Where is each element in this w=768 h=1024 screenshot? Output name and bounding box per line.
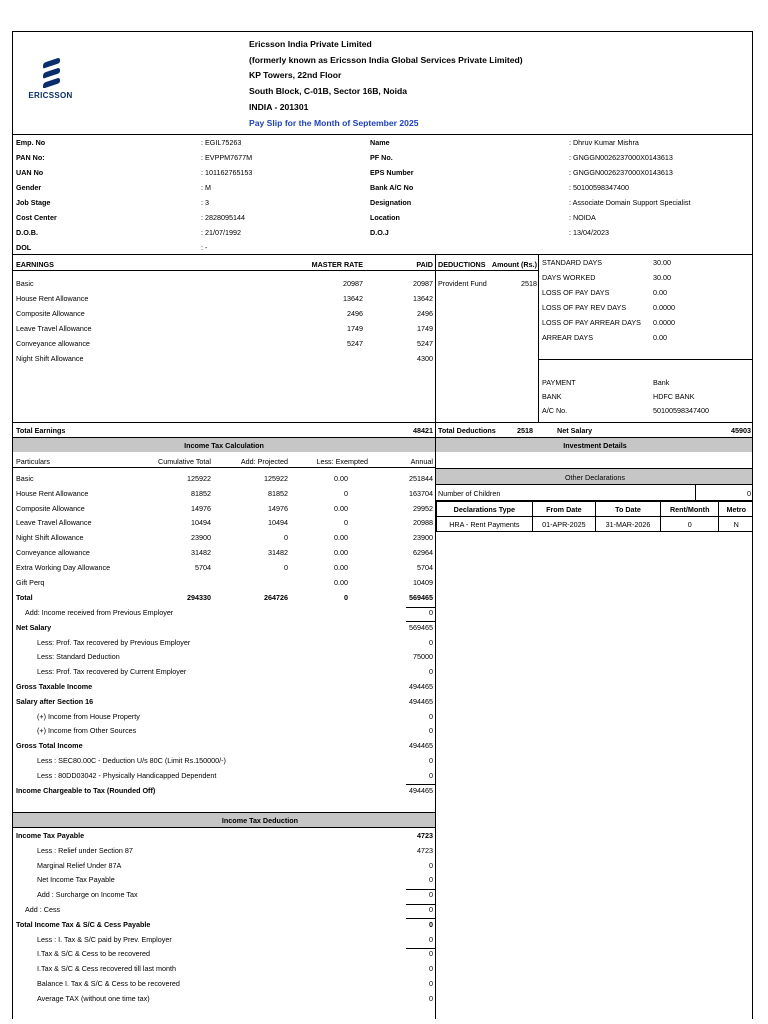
earning-name: Leave Travel Allowance bbox=[16, 324, 92, 333]
tax-calc-total-cum: 294330 bbox=[187, 593, 211, 602]
tax-calc-proj: 14976 bbox=[268, 503, 288, 513]
tax-calc-name: Composite Allowance bbox=[16, 503, 85, 513]
total-deductions-value: 2518 bbox=[517, 426, 533, 435]
declaration-rent: 0 bbox=[660, 517, 719, 532]
earning-master-rate: 5247 bbox=[347, 339, 363, 348]
tax-calc-annual: 163704 bbox=[409, 488, 433, 498]
tax-calc-annual: 29952 bbox=[413, 503, 433, 513]
employee-field-value: : 2828095144 bbox=[201, 213, 245, 222]
tax-calc-cum: 31482 bbox=[191, 548, 211, 557]
tax-deduction-value: 0 bbox=[429, 979, 433, 988]
tax-summary-label: Less: Standard Deduction bbox=[37, 652, 120, 662]
tax-summary-label: Gross Total Income bbox=[16, 741, 83, 751]
tax-summary-value: 0 bbox=[429, 667, 433, 677]
employee-field-label: Name bbox=[370, 138, 390, 147]
paid-header: PAID bbox=[416, 260, 433, 269]
earning-name: Basic bbox=[16, 279, 34, 288]
tax-calc-exempt: 0.00 bbox=[334, 474, 348, 483]
employee-field-value: : NOIDA bbox=[569, 213, 596, 222]
children-label: Number of Children bbox=[438, 489, 501, 498]
payment-value: Bank bbox=[653, 378, 670, 387]
company-address-1: KP Towers, 22nd Floor bbox=[249, 70, 342, 80]
earning-name: Conveyance allowance bbox=[16, 339, 90, 348]
earning-paid: 20987 bbox=[413, 279, 433, 288]
master-rate-header: MASTER RATE bbox=[311, 260, 363, 269]
employee-field-label: PAN No: bbox=[16, 153, 45, 162]
employee-field-label: Bank A/C No bbox=[370, 183, 414, 192]
tax-deduction-label: I.Tax & S/C & Cess recovered till last month bbox=[37, 964, 177, 974]
employee-field-value: : 3 bbox=[201, 198, 209, 207]
tax-deduction-label: Add : Cess bbox=[25, 905, 61, 914]
other-declarations-title: Other Declarations bbox=[565, 473, 625, 482]
tax-calc-exempt: 0.00 bbox=[334, 562, 348, 572]
employee-field-label: Gender bbox=[16, 183, 42, 192]
employee-field-value: : 101162765153 bbox=[201, 168, 253, 177]
tax-summary-value: 0 bbox=[429, 637, 433, 647]
tax-calc-cum: 14976 bbox=[191, 503, 211, 513]
declaration-to-date: 31-MAR-2026 bbox=[596, 517, 661, 532]
employee-field-value: : GNGGN0026237000X0143613 bbox=[569, 153, 673, 162]
earning-name: Night Shift Allowance bbox=[16, 354, 84, 363]
payslip-title: Pay Slip for the Month of September 2025 bbox=[249, 118, 419, 128]
deduction-amount: 2518 bbox=[521, 279, 537, 288]
declarations-table bbox=[436, 501, 753, 532]
tax-calc-annual: 23900 bbox=[413, 533, 433, 543]
employee-field-label: Job Stage bbox=[16, 198, 51, 207]
employee-field-label: PF No. bbox=[370, 153, 393, 162]
ericsson-logo-icon bbox=[40, 58, 62, 88]
tax-calc-annual: 62964 bbox=[413, 548, 433, 557]
employee-field-value: : 50100598347400 bbox=[569, 183, 629, 192]
tax-calc-proj: 125922 bbox=[264, 474, 288, 483]
tax-summary-label: Less : SEC80.00C - Deduction U/s 80C (Limit Rs.150000/-) bbox=[37, 756, 226, 765]
tax-deduction-value: 0 bbox=[429, 949, 433, 959]
logo-text: ERICSSON bbox=[28, 91, 73, 100]
tax-summary-value: 0 bbox=[429, 608, 433, 617]
payment-label: BANK bbox=[542, 392, 562, 401]
tax-summary-value: 0 bbox=[429, 711, 433, 721]
tax-summary-value: 494465 bbox=[409, 682, 433, 691]
tax-calc-annual: 251844 bbox=[409, 474, 433, 483]
declarations-type-header: Declarations Type bbox=[437, 502, 533, 517]
declaration-from-date: 01-APR-2025 bbox=[532, 517, 595, 532]
attendance-label: LOSS OF PAY ARREAR DAYS bbox=[542, 318, 641, 327]
tax-calc-annual: 20988 bbox=[413, 518, 433, 528]
tax-summary-label: Add: Income received from Previous Employer bbox=[25, 608, 174, 617]
employee-field-value: : - bbox=[201, 243, 208, 252]
tax-summary-label: Salary after Section 16 bbox=[16, 696, 94, 706]
tax-calc-proj: 81852 bbox=[268, 488, 288, 498]
tax-deduction-label: Less : Relief under Section 87 bbox=[37, 845, 133, 855]
attendance-value: 0.00 bbox=[653, 333, 667, 342]
tax-deduction-label: Balance I. Tax & S/C & Cess to be recovered bbox=[37, 979, 180, 988]
tax-calc-total-name: Total bbox=[16, 593, 33, 602]
tax-calc-header: Annual bbox=[410, 457, 433, 466]
tax-calc-name: Leave Travel Allowance bbox=[16, 518, 92, 528]
tax-summary-label: Gross Taxable Income bbox=[16, 682, 93, 691]
tax-summary-value: 0 bbox=[429, 756, 433, 765]
earnings-header: EARNINGS bbox=[16, 260, 54, 269]
tax-deduction-value: 0 bbox=[429, 875, 433, 885]
earning-paid: 5247 bbox=[417, 339, 433, 348]
tax-deduction-label: I.Tax & S/C & Cess to be recovered bbox=[37, 949, 151, 959]
attendance-value: 30.00 bbox=[653, 273, 671, 282]
tax-calc-exempt: 0 bbox=[344, 518, 348, 528]
investment-title: Investment Details bbox=[563, 441, 627, 450]
tax-calc-cum: 5704 bbox=[195, 562, 211, 572]
net-salary-value: 45903 bbox=[731, 426, 751, 435]
total-earnings-label: Total Earnings bbox=[16, 426, 66, 435]
tax-calc-proj: 10494 bbox=[268, 518, 288, 528]
employee-field-label: D.O.B. bbox=[16, 228, 38, 237]
employee-field-label: Cost Center bbox=[16, 213, 57, 222]
metro-header: Metro bbox=[719, 502, 753, 517]
employee-field-label: Emp. No bbox=[16, 138, 46, 147]
earning-name: House Rent Allowance bbox=[16, 294, 89, 303]
tax-calc-name: Gift Perq bbox=[16, 577, 45, 587]
employee-field-label: D.O.J bbox=[370, 228, 389, 237]
payment-value: HDFC BANK bbox=[653, 392, 695, 401]
earning-master-rate: 2496 bbox=[347, 309, 363, 318]
declaration-metro: N bbox=[719, 517, 753, 532]
declarations-header-row bbox=[437, 502, 754, 517]
tax-summary-label: Income Chargeable to Tax (Rounded Off) bbox=[16, 785, 156, 795]
employee-field-value: : M bbox=[201, 183, 211, 192]
tax-summary-value: 494465 bbox=[409, 741, 433, 751]
tax-calc-annual: 5704 bbox=[417, 562, 433, 572]
employee-field-value: : 13/04/2023 bbox=[569, 228, 609, 237]
employee-field-value: : EVPPM7677M bbox=[201, 153, 253, 162]
tax-calc-annual: 10409 bbox=[413, 577, 433, 587]
tax-summary-label: Less : 80DD03042 - Physically Handicapped Dependent bbox=[37, 770, 217, 780]
tax-summary-value: 494465 bbox=[409, 696, 433, 706]
employee-field-label: DOL bbox=[16, 243, 32, 252]
income-tax-calc-title: Income Tax Calculation bbox=[184, 441, 264, 450]
earning-master-rate: 13642 bbox=[343, 294, 363, 303]
tax-calc-cum: 125922 bbox=[187, 474, 211, 483]
tax-calc-exempt: 0.00 bbox=[334, 577, 348, 587]
attendance-value: 0.0000 bbox=[653, 318, 675, 327]
attendance-label: LOSS OF PAY REV DAYS bbox=[542, 303, 627, 312]
employee-field-label: Location bbox=[370, 213, 400, 222]
tax-calc-exempt: 0.00 bbox=[334, 503, 348, 513]
payslip-page bbox=[12, 31, 753, 1019]
tax-calc-header: Cumulative Total bbox=[158, 457, 211, 466]
employee-field-label: Designation bbox=[370, 198, 412, 207]
tax-summary-value: 0 bbox=[429, 726, 433, 736]
company-address-2: South Block, C-01B, Sector 16B, Noida bbox=[249, 86, 408, 96]
tax-summary-label: (+) Income from Other Sources bbox=[37, 726, 137, 736]
deductions-header: DEDUCTIONS bbox=[438, 260, 486, 269]
tax-calc-name: Night Shift Allowance bbox=[16, 533, 84, 543]
tax-calc-exempt: 0.00 bbox=[334, 548, 348, 557]
tax-calc-total-annual: 569465 bbox=[409, 593, 433, 602]
employee-field-label: EPS Number bbox=[370, 168, 414, 177]
tax-deduction-value: 0 bbox=[429, 993, 433, 1003]
tax-deduction-value: 4723 bbox=[417, 831, 433, 840]
tax-summary-label: Less: Prof. Tax recovered by Current Employer bbox=[37, 667, 187, 677]
tax-deduction-value: 0 bbox=[429, 964, 433, 974]
tax-calc-name: Conveyance allowance bbox=[16, 548, 90, 557]
tax-calc-cum: 81852 bbox=[191, 488, 211, 498]
tax-summary-value: 494465 bbox=[409, 785, 433, 795]
employee-field-value: : EGIL75263 bbox=[201, 138, 242, 147]
employee-field-value: : Dhruv Kumar Mishra bbox=[569, 138, 639, 147]
from-date-header: From Date bbox=[532, 502, 595, 517]
tax-calc-cum: 23900 bbox=[191, 533, 211, 543]
attendance-value: 0.00 bbox=[653, 288, 667, 297]
ericsson-logo bbox=[13, 58, 88, 100]
tax-deduction-value: 0 bbox=[429, 860, 433, 870]
tax-calc-name: Extra Working Day Allowance bbox=[16, 562, 111, 572]
payment-value: 50100598347400 bbox=[653, 406, 709, 415]
tax-summary-label: (+) Income from House Property bbox=[37, 711, 140, 721]
income-tax-deduction-title: Income Tax Deduction bbox=[221, 816, 299, 825]
net-salary-label: Net Salary bbox=[557, 426, 593, 435]
total-deductions-label: Total Deductions bbox=[438, 426, 496, 435]
payment-label: A/C No. bbox=[542, 406, 568, 415]
attendance-label: DAYS WORKED bbox=[542, 273, 596, 282]
earning-name: Composite Allowance bbox=[16, 309, 85, 318]
tax-summary-label: Less: Prof. Tax recovered by Previous Employer bbox=[37, 637, 191, 647]
amount-header: Amount (Rs.) bbox=[491, 260, 537, 269]
tax-calc-total-exempt: 0 bbox=[344, 593, 348, 602]
tax-deduction-label: Income Tax Payable bbox=[16, 831, 85, 840]
company-address-3: INDIA - 201301 bbox=[249, 102, 309, 112]
tax-deduction-label: Marginal Relief Under 87A bbox=[37, 860, 122, 870]
attendance-label: STANDARD DAYS bbox=[542, 258, 603, 267]
employee-field-value: : GNGGN0026237000X0143613 bbox=[569, 168, 673, 177]
children-value: 0 bbox=[747, 489, 751, 498]
tax-deduction-label: Add : Surcharge on Income Tax bbox=[37, 890, 138, 900]
tax-calc-header: Add: Projected bbox=[240, 457, 288, 466]
company-formerly: (formerly known as Ericsson India Global Services Private Limited) bbox=[249, 55, 523, 65]
payment-label: PAYMENT bbox=[542, 378, 576, 387]
attendance-label: ARREAR DAYS bbox=[542, 333, 593, 342]
tax-deduction-label: Less : I. Tax & S/C paid by Prev. Employer bbox=[37, 934, 172, 944]
attendance-value: 30.00 bbox=[653, 258, 671, 267]
earning-master-rate: 1749 bbox=[347, 324, 363, 333]
tax-calc-cum: 10494 bbox=[191, 518, 211, 528]
declaration-type: HRA - Rent Payments bbox=[437, 517, 533, 532]
to-date-header: To Date bbox=[596, 502, 661, 517]
employee-field-value: : Associate Domain Support Specialist bbox=[569, 198, 691, 207]
tax-calc-proj: 0 bbox=[284, 562, 288, 572]
declarations-row bbox=[437, 517, 754, 532]
tax-deduction-value: 0 bbox=[429, 890, 433, 900]
tax-calc-name: Basic bbox=[16, 474, 34, 483]
total-earnings-value: 48421 bbox=[413, 426, 433, 435]
tax-deduction-label: Net Income Tax Payable bbox=[37, 875, 115, 885]
tax-calc-proj: 0 bbox=[284, 533, 288, 543]
tax-summary-label: Net Salary bbox=[16, 622, 52, 632]
company-name: Ericsson India Private Limited bbox=[249, 39, 372, 49]
tax-summary-value: 569465 bbox=[409, 622, 433, 632]
tax-calc-total-proj: 264726 bbox=[264, 593, 288, 602]
tax-deduction-value: 0 bbox=[429, 919, 433, 929]
tax-summary-value: 75000 bbox=[413, 652, 433, 662]
tax-deduction-value: 0 bbox=[429, 934, 433, 944]
earning-paid: 1749 bbox=[417, 324, 433, 333]
deduction-name: Provident Fund bbox=[438, 279, 487, 288]
tax-calc-proj: 31482 bbox=[268, 548, 288, 557]
earning-master-rate: 20987 bbox=[343, 279, 363, 288]
tax-calc-exempt: 0 bbox=[344, 488, 348, 498]
tax-calc-header: Particulars bbox=[16, 457, 50, 466]
tax-deduction-label: Average TAX (without one time tax) bbox=[37, 993, 150, 1003]
employee-field-value: : 21/07/1992 bbox=[201, 228, 241, 237]
employee-field-label: UAN No bbox=[16, 168, 44, 177]
tax-calc-header: Less: Exempted bbox=[316, 457, 368, 466]
attendance-label: LOSS OF PAY DAYS bbox=[542, 288, 610, 297]
tax-deduction-value: 0 bbox=[429, 905, 433, 914]
tax-summary-value: 0 bbox=[429, 770, 433, 780]
tax-calc-exempt: 0.00 bbox=[334, 533, 348, 543]
attendance-value: 0.0000 bbox=[653, 303, 675, 312]
rent-month-header: Rent/Month bbox=[660, 502, 719, 517]
earning-paid: 4300 bbox=[417, 354, 433, 363]
earning-paid: 2496 bbox=[417, 309, 433, 318]
tax-calc-name: House Rent Allowance bbox=[16, 488, 89, 498]
earning-paid: 13642 bbox=[413, 294, 433, 303]
tax-deduction-label: Total Income Tax & S/C & Cess Payable bbox=[16, 919, 151, 929]
tax-deduction-value: 4723 bbox=[417, 845, 433, 855]
